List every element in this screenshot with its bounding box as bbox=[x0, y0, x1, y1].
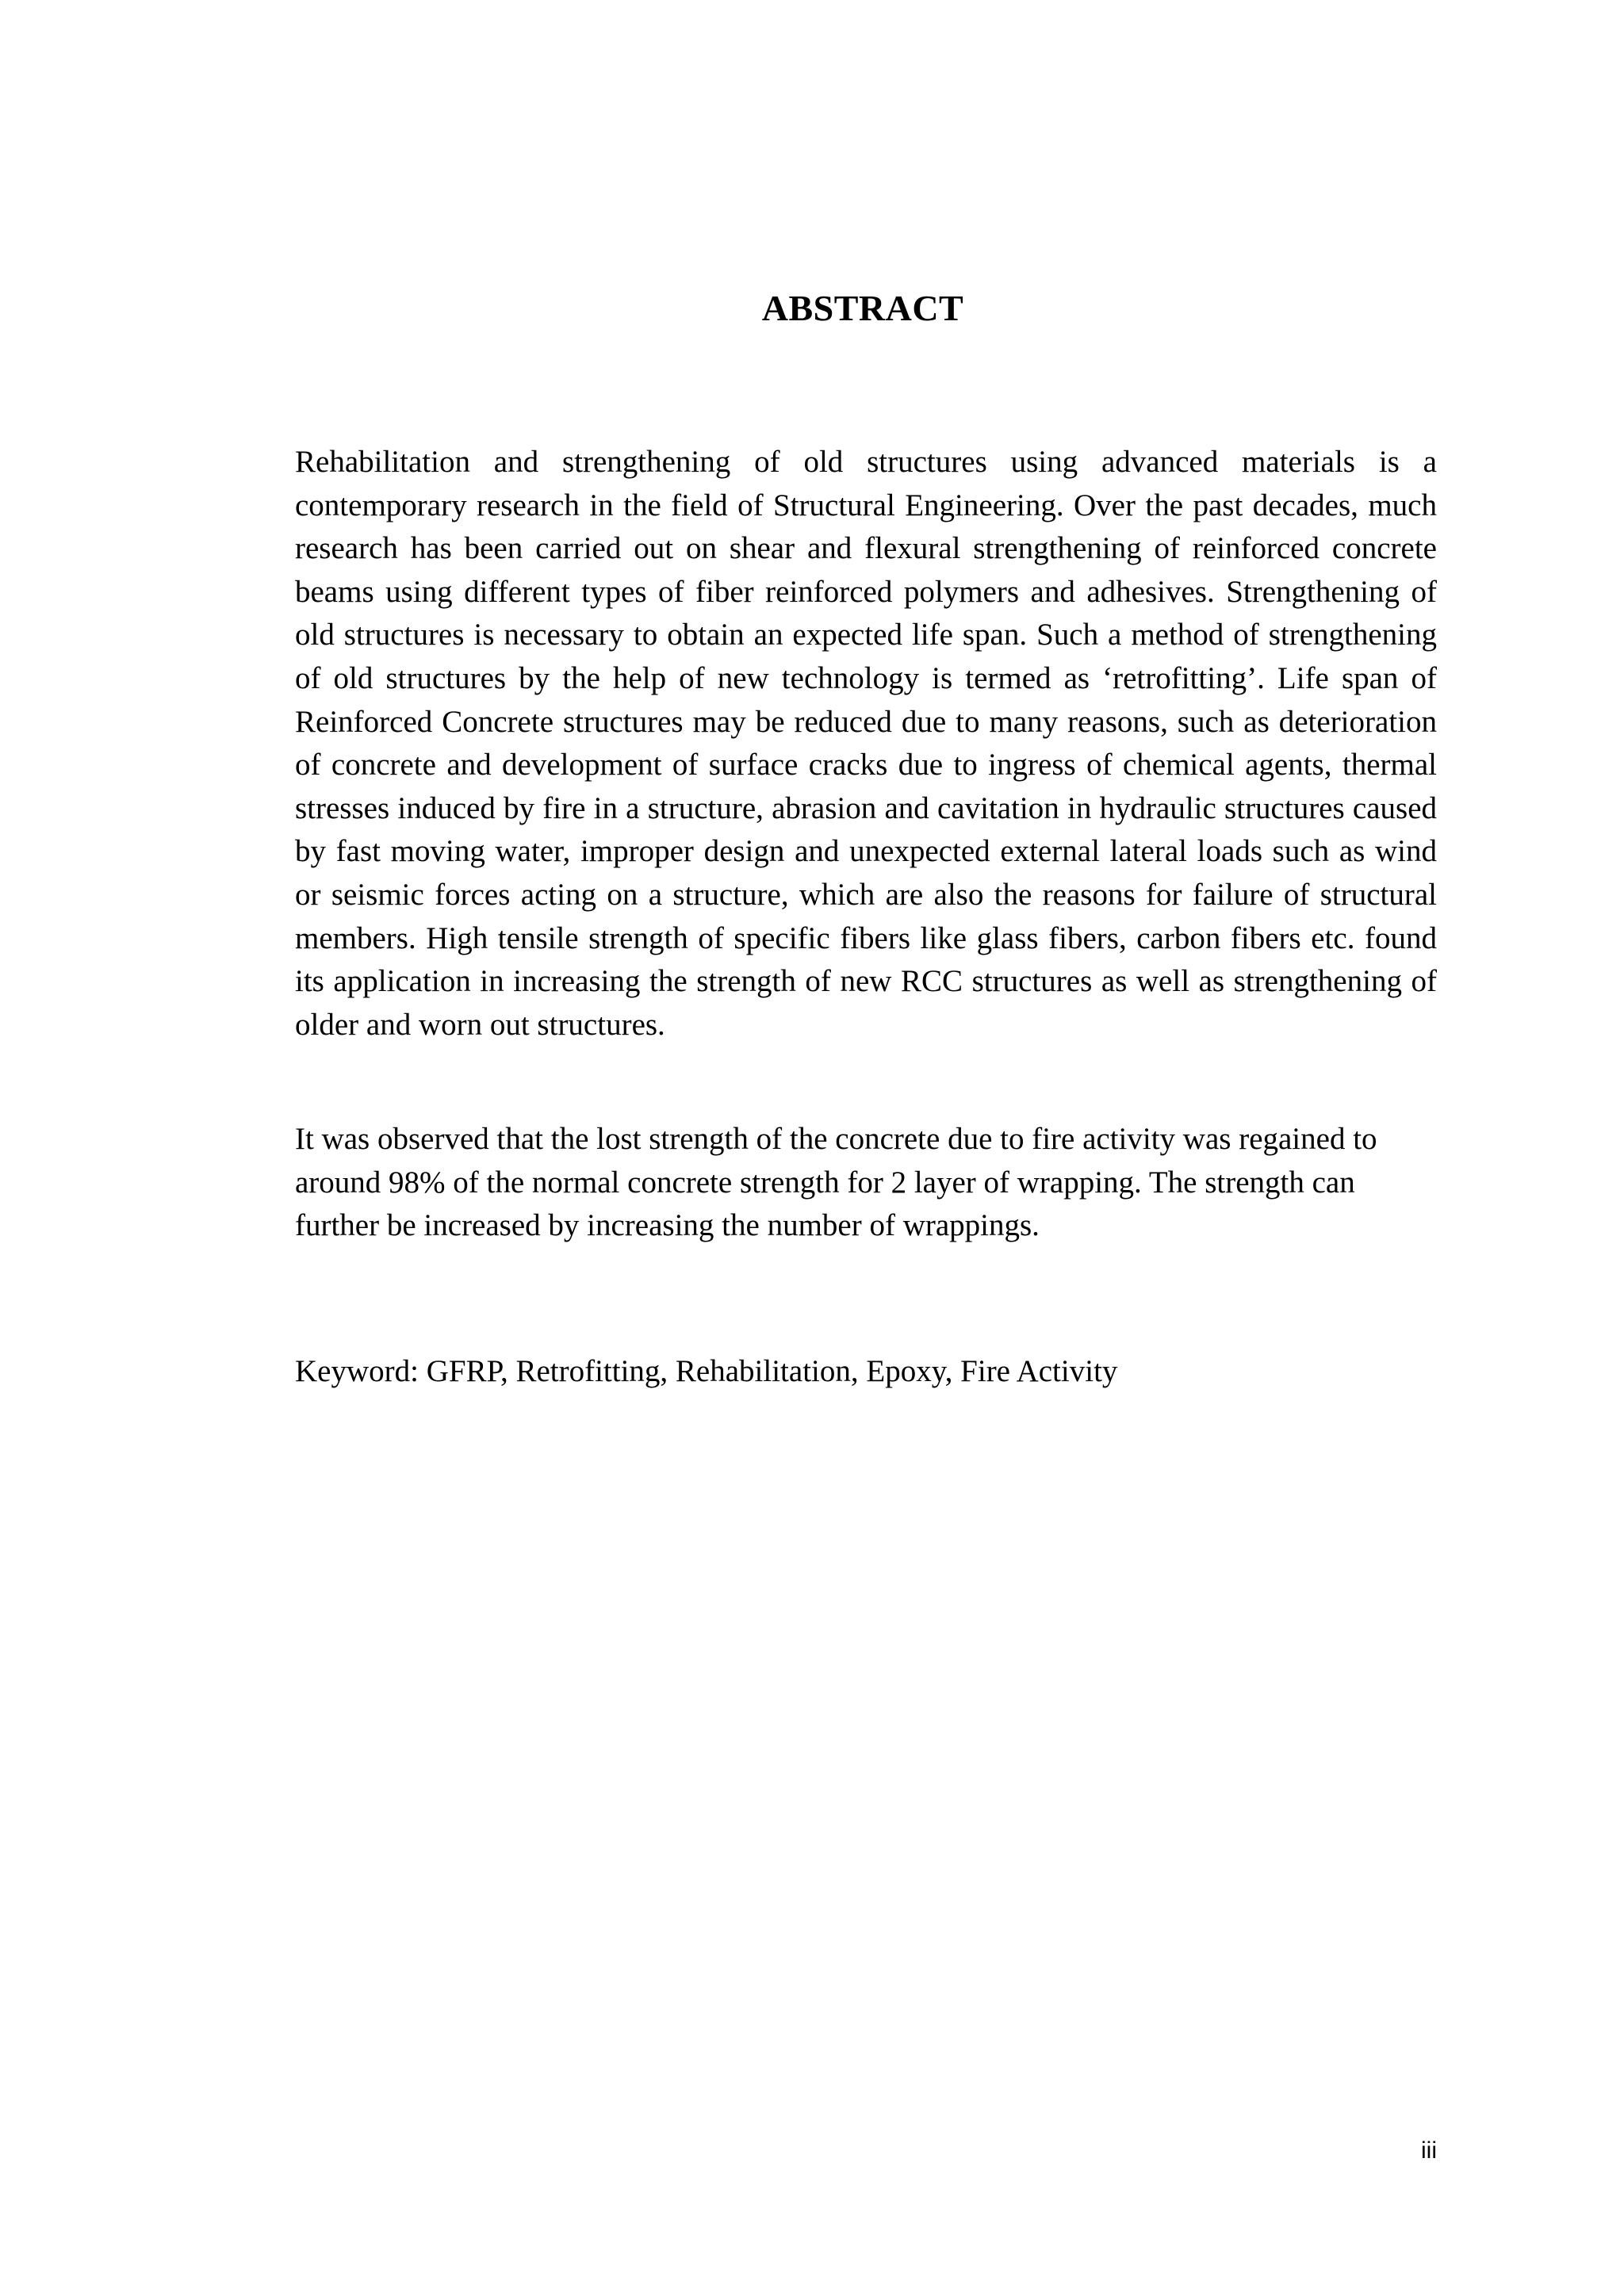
keywords-line: Keyword: GFRP, Retrofitting, Rehabilitation, Epoxy, Fire Activity bbox=[295, 1354, 1118, 1388]
abstract-paragraph-2: It was observed that the lost strength of the concrete due to fire activity was regained to around 98% of the normal concrete strength for 2 layer of wrapping. The strength can further be increased by increasing the number of wrappings. bbox=[295, 1122, 1377, 1243]
abstract-title: ABSTRACT bbox=[761, 288, 964, 328]
page-number: iii bbox=[1421, 2137, 1437, 2164]
abstract-paragraph-1: Rehabilitation and strengthening of old structures using advanced materials is a contemporary research in the field of Structural Engineering. Over the past decades, much research has been carried out on shear and flexural strengthening of reinforced concrete beams using different types of fiber reinforced polymers and adhesives. Strengthening of old structures is necessary to obtain an expected life span. Such a method of strengthening of old structures by the help of new technology is termed as ‘retrofitting’. Life span of Reinforced Concrete structures may be reduced due to many reasons, such as deterioration of concrete and development of surface cracks due to ingress of chemical agents, thermal stresses induced by fire in a structure, abrasion and cavitation in hydraulic structures caused by fast moving water, improper design and unexpected external lateral loads such as wind or seismic forces acting on a structure, which are also the reasons for failure of structural members. High tensile strength of specific fibers like glass fibers, carbon fibers etc. found its application in increasing the strength of new RCC structures as well as strengthening of older and worn out structures. bbox=[295, 445, 1437, 1042]
